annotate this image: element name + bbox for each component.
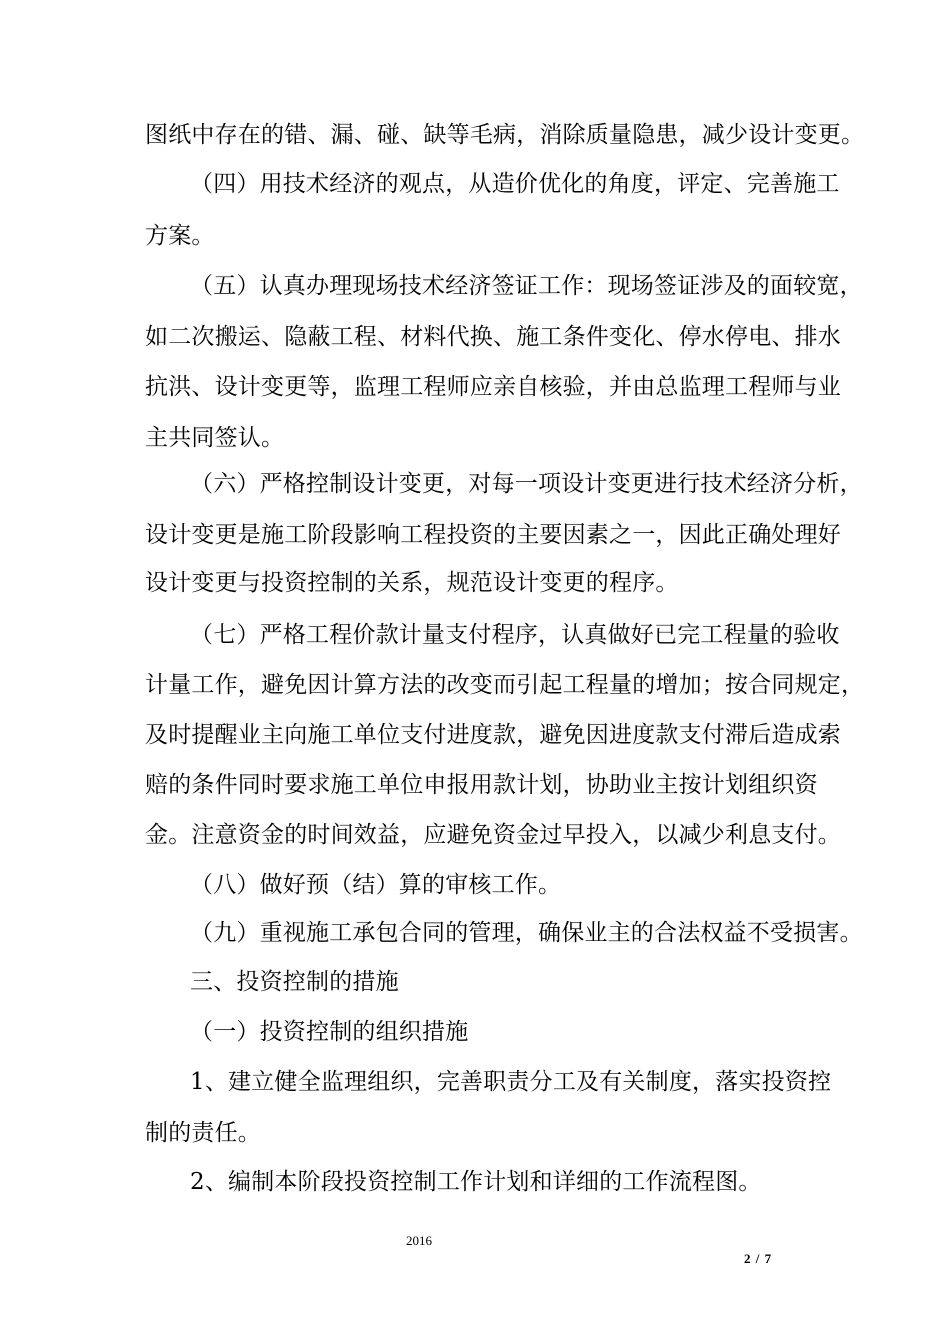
body-text-line: （五）认真办理现场技术经济签证工作：现场签证涉及的面较宽，: [190, 273, 863, 299]
body-text-line: 赔的条件同时要求施工单位申报用款计划，协助业主按计划组织资: [145, 772, 818, 798]
body-text-line: 金。注意资金的时间效益，应避免资金过早投入，以减少利息支付。: [145, 822, 841, 848]
body-text-line: 制的责任。: [145, 1120, 261, 1146]
body-text-line: 2、编制本阶段投资控制工作计划和详细的工作流程图。: [190, 1169, 762, 1195]
body-text-line: （九）重视施工承包合同的管理，确保业主的合法权益不受损害。: [190, 920, 863, 946]
body-text-line: 抗洪、设计变更等，监理工程师应亲自核验，并由总监理工程师与业: [145, 374, 841, 400]
body-text-line: 及时提醒业主向施工单位支付进度款，避免因进度款支付滞后造成索: [145, 722, 841, 748]
body-text-line: （八）做好预（结）算的审核工作。: [190, 872, 562, 898]
body-text-line: 主共同签认。: [145, 425, 285, 451]
body-text-line: 如二次搬运、隐蔽工程、材料代换、施工条件变化、停水停电、排水: [145, 324, 841, 350]
body-text-line: 计量工作，避免因计算方法的改变而引起工程量的增加；按合同规定，: [145, 672, 865, 698]
body-text-line: 1、建立健全监理组织，完善职责分工及有关制度，落实投资控: [190, 1069, 832, 1095]
body-text-line: 设计变更与投资控制的关系，规范设计变更的程序。: [145, 570, 679, 596]
body-text-line: （四）用技术经济的观点，从造价优化的角度，评定、完善施工: [190, 171, 840, 197]
body-text-line: 方案。: [145, 223, 215, 249]
body-text-line: （六）严格控制设计变更，对每一项设计变更进行技术经济分析，: [190, 471, 863, 497]
body-text-line: （七）严格工程价款计量支付程序，认真做好已完工程量的验收: [190, 622, 840, 648]
section-heading: 三、投资控制的措施: [190, 969, 399, 995]
subsection-heading: （一）投资控制的组织措施: [190, 1019, 469, 1045]
body-text-line: 图纸中存在的错、漏、碰、缺等毛病，消除质量隐患，减少设计变更。: [145, 122, 865, 148]
page-number: 2 / 7: [744, 1251, 773, 1266]
footer-year: 2016: [406, 1233, 432, 1248]
body-text-line: 设计变更是施工阶段影响工程投资的主要因素之一，因此正确处理好: [145, 522, 841, 548]
